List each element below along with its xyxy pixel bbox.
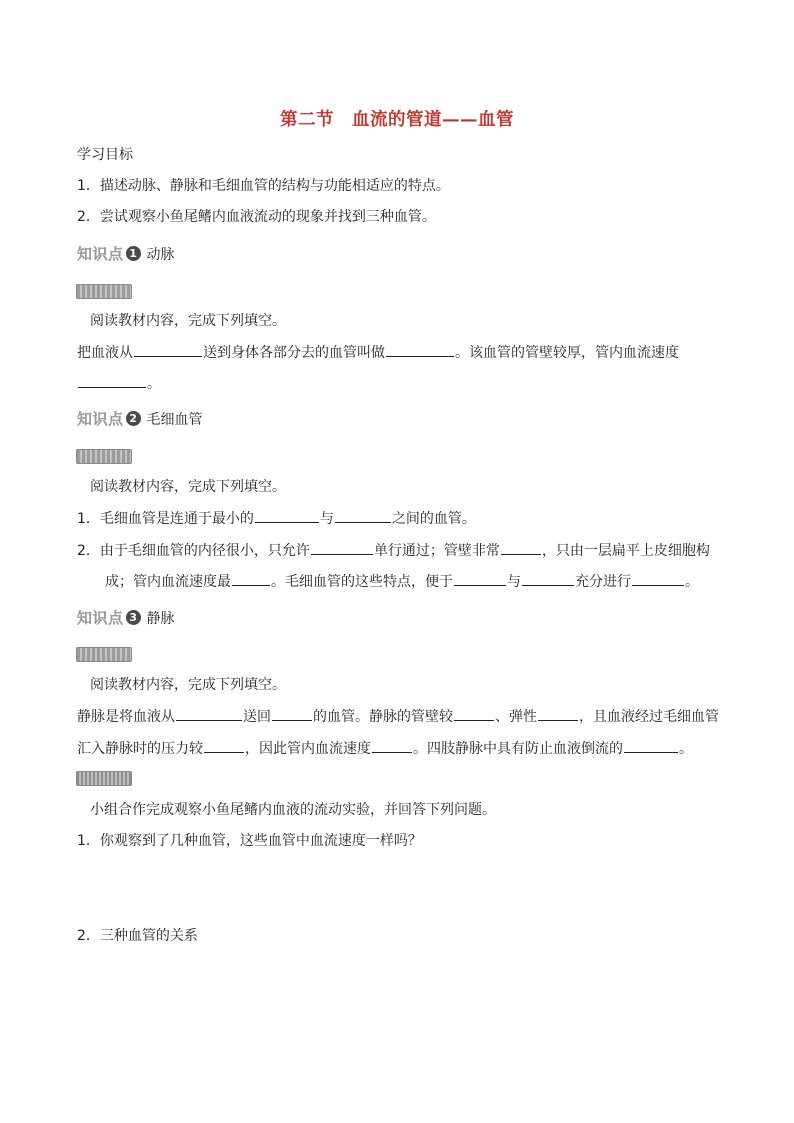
fill-question-2: 2．由于毛细血管的内径很小，只允许 单行通过；管壁非常 ，只由一层扁平上皮细胞构 [77,540,710,561]
knowledge-point-label: 知识点 [77,410,124,428]
knowledge-point-title: 动脉 [146,246,175,263]
knowledge-point-1-header [77,243,175,264]
answer-blank[interactable] [134,342,202,357]
textbook-reading-stamp-icon [76,284,132,299]
knowledge-point-label: 知识点 [77,609,124,627]
answer-blank[interactable] [632,571,684,586]
answer-blank[interactable] [624,738,678,753]
knowledge-point-title: 静脉 [146,610,175,627]
knowledge-point-number-badge: 2 [126,411,141,426]
knowledge-point-title: 毛细血管 [146,411,203,428]
answer-blank[interactable] [272,706,312,721]
group-activity-stamp-icon [76,771,132,786]
knowledge-point-3-header [77,607,175,628]
objective-item: 2．尝试观察小鱼尾鳍内血液流动的现象并找到三种血管。 [77,209,436,225]
fill-question-2-continued: 成；管内血流速度最 。毛细血管的这些特点，便于 与 充分进行 。 [105,571,699,592]
fill-sentence: 把血液从 送到身体各部分去的血管叫做 。该血管的管壁较厚，管内血流速度 [77,342,679,363]
fill-question-1: 1．毛细血管是连通于最小的 与 之间的血管。 [77,508,476,529]
fill-sentence-continued: 。 [77,373,161,394]
objective-item: 1．描述动脉、静脉和毛细血管的结构与功能相适应的特点。 [77,178,450,194]
answer-blank[interactable] [78,373,146,388]
answer-blank[interactable] [454,571,506,586]
objectives-heading: 学习目标 [77,147,133,163]
title-topic: 血流的管道——血管 [352,110,514,130]
knowledge-point-2-header [77,408,203,429]
knowledge-point-number-badge: 3 [126,610,141,625]
answer-blank[interactable] [255,508,319,523]
textbook-reading-stamp-icon [76,647,132,662]
question-1: 1．你观察到了几种血管，这些血管中血流速度一样吗？ [77,833,422,849]
answer-blank[interactable] [538,706,578,721]
answer-blank[interactable] [204,738,244,753]
question-2: 2．三种血管的关系 [77,928,198,944]
answer-blank[interactable] [311,540,373,555]
knowledge-point-number-badge: 1 [126,246,141,261]
fill-sentence-continued: 汇入静脉时的压力较 ，因此管内血流速度 。四肢静脉中具有防止血液倒流的 。 [77,738,693,759]
textbook-reading-stamp-icon [76,449,132,464]
fill-sentence: 静脉是将血液从 送回 的血管。静脉的管壁较 、弹性 ，且血液经过毛细血管 [77,706,719,727]
instruction-text: 小组合作完成观察小鱼尾鳍内血液的流动实验，并回答下列问题。 [90,802,496,818]
instruction-text: 阅读教材内容，完成下列填空。 [90,479,286,495]
knowledge-point-label: 知识点 [77,245,124,263]
answer-blank[interactable] [176,706,242,721]
answer-blank[interactable] [372,738,412,753]
answer-blank[interactable] [454,706,494,721]
answer-blank[interactable] [335,508,391,523]
instruction-text: 阅读教材内容，完成下列填空。 [90,677,286,693]
answer-blank[interactable] [232,571,270,586]
title-section-number: 第二节 [280,110,334,130]
answer-blank[interactable] [386,342,454,357]
instruction-text: 阅读教材内容，完成下列填空。 [90,313,286,329]
answer-blank[interactable] [522,571,574,586]
page-title [0,106,794,131]
answer-blank[interactable] [501,540,541,555]
